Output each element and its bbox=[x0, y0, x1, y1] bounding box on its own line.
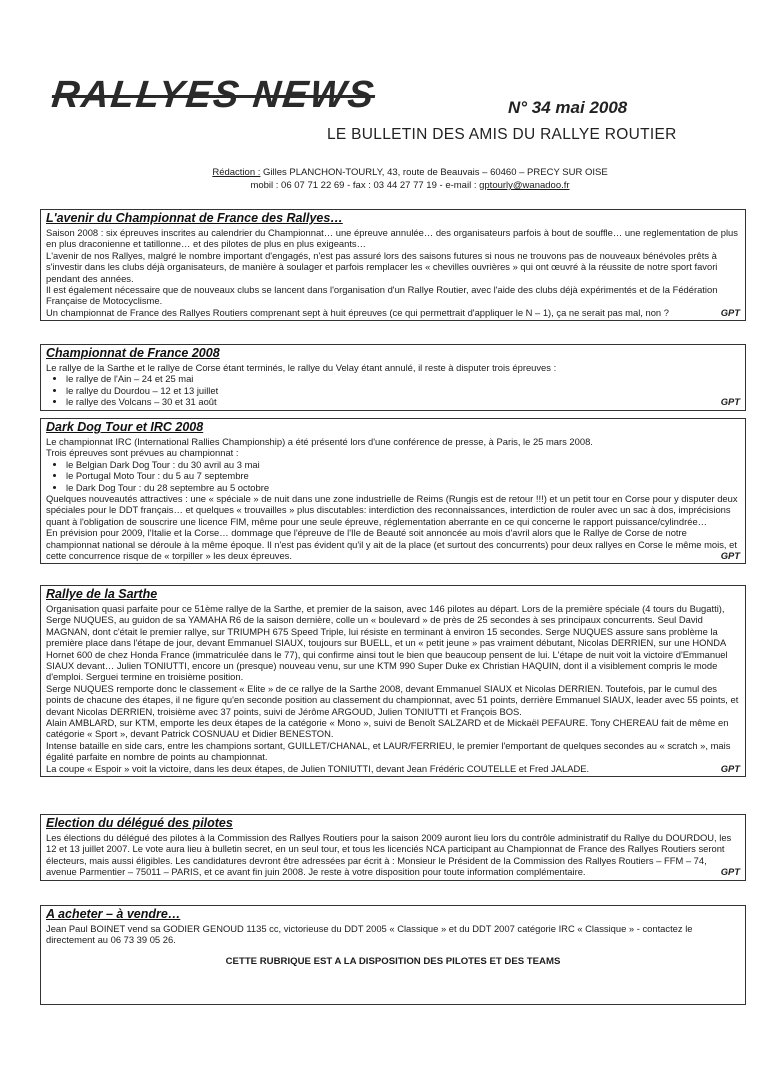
paragraph: Organisation quasi parfaite pour ce 51ème rallye de la Sarthe, et premier de la saison, avec 146 pilotes au départ. Lors de la première spéciale (4 tours du Bugatti), Serge NUQUES, au guidon de sa YAMAHA R6 de la saison dernière, colle un « boulevard » de près de 25 secondes à ses principaux concurrents. Seul David MAGNAN, dont c'était le premier rallye, sur TRIUMPH 675 Speed Triple, lui résiste en terminant à environ 15 secondes. Serge NUQUES assure sans problème la première place dans l'étape de jour, devant Emmanuel SIAUX, toujours sur BUELL, et un « petit jeune » pas vraiment débutant, Nicolas DERRIEN, sur une HONDA Hornet 600 de chez Honda France (immatriculée dans le 77), qui confirme ainsi tout le bien que beaucoup pensent de lui. L'étape de nuit voit la victoire d'Emmanuel SIAUX devant… Julien TONIUTTI, encore un (presque) nouveau venu, sur une KTM 990 Super Duke ex Christian HAQUIN, dont il a visiblement compris le mode d'emploi. Serguei termine en troisième position. bbox=[46, 603, 728, 683]
paragraph: Le championnat IRC (International Rallies Championship) a été présenté lors d'une conférence de presse, à Paris, le 25 mars 2008. bbox=[46, 436, 593, 447]
paragraph-text: Un championnat de France des Rallyes Routiers comprenant sept à huit épreuves (ce qui permettrait d'appliquer le N – 1), ça ne serait pas mal, non ? bbox=[46, 306, 669, 318]
list-item: • le Dark Dog Tour : du 28 septembre au 5 octobre bbox=[66, 482, 740, 493]
paragraph-text: En prévision pour 2009, l'Italie et la Corse… dommage que l'épreuve de l'Ile de Beauté soit annoncée au mois d'avril alors que le Rallye de Corse de notre championnat national se déroule à la même époque. Il n'est pas évident qu'il y ait de la place (et surtout des concurrents) pour deux rallyes en Corse le même mois, et cette concurrence risque de « torpiller » les deux épreuves. bbox=[46, 527, 737, 562]
editorial-label: Rédaction : bbox=[212, 167, 261, 178]
editorial-email-link[interactable]: gptourly@wanadoo.fr bbox=[479, 180, 570, 191]
paragraph: Il est également nécessaire que de nouveaux clubs se lancent dans l'organisation d'un Rallye Routier, avec l'aide des clubs déjà expérimentés et de la Fédération Française de Motocyclisme. bbox=[46, 284, 718, 307]
author-signature: GPT bbox=[720, 396, 740, 408]
paragraph-text: Les élections du délégué des pilotes à la Commission des Rallyes Routiers pour la saison 2009 auront lieu lors du contrôle administratif du Rallye du DOURDOU, les 12 et 13 juillet 2007. Le vote aura lieu à bulletin secret, en un seul tour, et tous les licenciés NCA participant au Championnat de France des Rallyes Routiers seront électeurs, mais aussi éligibles. Les candidatures devront être adressées par écrit à : Monsieur le Président de la Commission des Rallyes Routiers – FFM – 74, avenue Parmentier – 75011 – PARIS, et ce avant fin juin 2008. Je reste à votre disposition pour toute information complémentaire. bbox=[46, 832, 732, 878]
editorial-line-1 bbox=[150, 166, 670, 179]
editorial-info bbox=[150, 166, 670, 192]
list-item: • le Belgian Dark Dog Tour : du 30 avril au 3 mai bbox=[66, 459, 740, 470]
section-title: Championnat de France 2008 bbox=[46, 346, 220, 360]
paragraph: Le rallye de la Sarthe et le rallye de Corse étant terminés, le rallye du Velay étant annulé, il reste à disputer trois épreuves : bbox=[46, 362, 557, 373]
list-item: • le rallye de l'Ain – 24 et 25 mai bbox=[66, 373, 740, 384]
issue-number: N° 34 mai 2008 bbox=[508, 98, 628, 117]
editorial-address: Gilles PLANCHON-TOURLY, 43, route de Beauvais – 60460 – PRECY SUR OISE bbox=[263, 167, 608, 178]
paragraph: Quelques nouveautés attractives : une « spéciale » de nuit dans une zone industrielle de Reims (Rungis est de retour !!!) et un petit tour en Corse pour y disputer deux spéciales pour le DDT français… et quelques « trouvailles » plus discutables: interdiction des reconnaissances, interdiction de rouler avec un sac à dos, imprécisions quant à l'obligation de souscrire une licence FIM, même pour une seule épreuve, réglementation aberrante en ce qui concerne le rapport puissance/cylindrée… bbox=[46, 493, 738, 527]
event-list bbox=[46, 459, 740, 493]
paragraph: L'avenir de nos Rallyes, malgré le nombre important d'engagés, n'est pas assuré lors des saisons futures si nous ne trouvons pas de nouveaux bénévoles prêts à s'investir dans les clubs déjà organisateurs, de manière à soulager et parfois remplacer les « chevilles ouvrières » qui ont œuvré à la réussite de notre sport favori pendant des années. bbox=[46, 249, 718, 284]
section-darkdog bbox=[40, 418, 746, 564]
list-item: • le rallye du Dourdou – 12 et 13 juillet bbox=[66, 385, 740, 396]
section-title: A acheter – à vendre… bbox=[46, 907, 181, 921]
paragraph: Alain AMBLARD, sur KTM, emporte les deux étapes de la catégorie « Mono », suivi de Benoît SALZARD et de Mickaël PEFAURE. Tony CHEREAU fait de même en catégorie « Sport », devant Patrick COSNUAU et Didier BENESTON. bbox=[46, 717, 729, 740]
list-item-text: le rallye des Volcans – 30 et 31 août bbox=[66, 396, 217, 408]
section-election bbox=[40, 814, 746, 881]
author-signature: GPT bbox=[720, 550, 740, 562]
paragraph: Trois épreuves sont prévues au championnat : bbox=[46, 447, 239, 459]
section-title: Rallye de la Sarthe bbox=[46, 587, 158, 601]
paragraph: Intense bataille en side cars, entre les champions sortant, GUILLET/CHANAL, et LAUR/FERRIEU, le premier l'emportant de quelques secondes au « scratch », mais égalité parfaite en nombre de points au championnat. bbox=[46, 739, 731, 763]
masthead-logo: RALLYES NEWS bbox=[49, 74, 378, 116]
paragraph: Serge NUQUES remporte donc le classement « Elite » de ce rallye de la Sarthe 2008, devant Emmanuel SIAUX et Nicolas DERRIEN. Toutefois, par le cumul des points de chacune des étapes, il ne figure qu'en seconde position au classement du championnat, avec 51 points, derrière Emmanuel SIAUX, leader avec 55 points, et devant Nicolas DERRIEN, troisième avec 37 points, suivi de Jérôme ARGOUD, Julien TONIUTTI et François BOS. bbox=[46, 682, 739, 717]
editorial-contact: mobil : 06 07 71 22 69 - fax : 03 44 27 77 19 - e-mail : bbox=[250, 180, 477, 191]
section-title: Dark Dog Tour et IRC 2008 bbox=[46, 420, 204, 434]
section-championnat bbox=[40, 344, 746, 411]
section-acheter bbox=[40, 905, 746, 1005]
author-signature: GPT bbox=[720, 866, 740, 878]
paragraph bbox=[46, 832, 740, 878]
paragraph-text: La coupe « Espoir » voit la victoire, dans les deux étapes, de Julien TONIUTTI, devant Jean Frédéric COUTELLE et Fred JALADE. bbox=[46, 762, 590, 774]
paragraph: Saison 2008 : six épreuves inscrites au calendrier du Championnat… une épreuve annulée… des organisateurs parfois à bout de souffle… une reglementation de plus en plus draconienne et tatillonne… et des pilotes de plus en plus exigeants… bbox=[46, 227, 738, 250]
author-signature: GPT bbox=[720, 306, 740, 318]
event-list bbox=[46, 373, 740, 407]
section-title: L'avenir du Championnat de France des Rallyes… bbox=[46, 211, 343, 225]
editorial-line-2 bbox=[150, 179, 670, 192]
section-title: Election du délégué des pilotes bbox=[46, 816, 233, 830]
paragraph bbox=[46, 527, 740, 561]
section-sarthe bbox=[40, 585, 746, 777]
list-item: • le Portugal Moto Tour : du 5 au 7 septembre bbox=[66, 470, 740, 481]
list-item bbox=[66, 396, 740, 407]
section-avenir bbox=[40, 209, 746, 321]
classifieds-note: CETTE RUBRIQUE EST A LA DISPOSITION DES PILOTES ET DES TEAMS bbox=[225, 955, 561, 967]
paragraph bbox=[46, 763, 740, 774]
paragraph bbox=[46, 307, 740, 318]
author-signature: GPT bbox=[720, 762, 740, 774]
bulletin-subtitle: LE BULLETIN DES AMIS DU RALLYE ROUTIER bbox=[327, 126, 677, 143]
paragraph: Jean Paul BOINET vend sa GODIER GENOUD 1135 cc, victorieuse du DDT 2005 « Classique » et du DDT 2007 catégorie IRC « Classique » - contactez le directement au 06 73 39 05 26. bbox=[46, 923, 693, 946]
